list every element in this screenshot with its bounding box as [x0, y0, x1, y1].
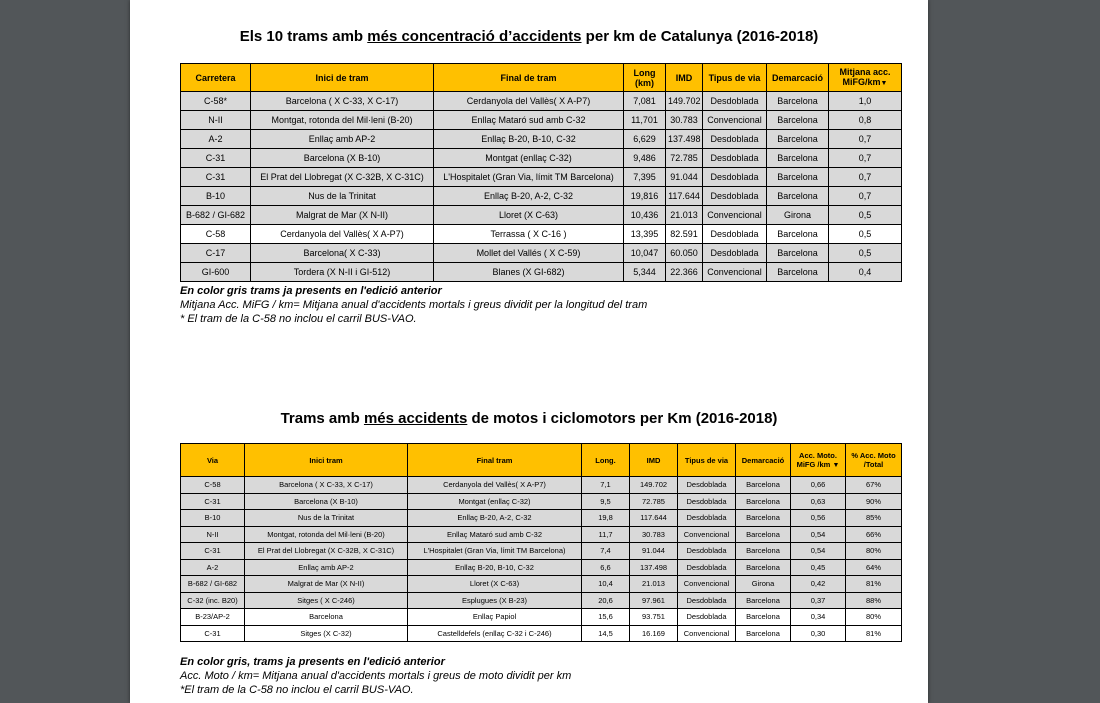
table-cell: 90% — [846, 493, 902, 510]
table-cell: Barcelona (X B-10) — [251, 149, 434, 168]
table-cell: Desdoblada — [678, 592, 736, 609]
table-cell: 0,63 — [791, 493, 846, 510]
table-cell: Convencional — [678, 526, 736, 543]
table-cell: Barcelona — [245, 609, 408, 626]
table-cell: C-58* — [181, 92, 251, 111]
table-cell: El Prat del Llobregat (X C-32B, X C-31C) — [251, 168, 434, 187]
table-row — [181, 187, 902, 206]
table-cell: 137.498 — [666, 130, 703, 149]
table-cell: Terrassa ( X C-16 ) — [434, 225, 624, 244]
table-cell: Desdoblada — [703, 92, 767, 111]
table-cell: C-32 (inc. B20) — [181, 592, 245, 609]
table-cell: Barcelona — [736, 559, 791, 576]
table-cell: Barcelona — [736, 493, 791, 510]
table-cell: 16.169 — [630, 625, 678, 642]
table-cell: A-2 — [181, 559, 245, 576]
table-cell: C-58 — [181, 477, 245, 494]
table-cell: 0,66 — [791, 477, 846, 494]
table-cell: 11,701 — [624, 111, 666, 130]
table-cell: 137.498 — [630, 559, 678, 576]
table-cell: 80% — [846, 543, 902, 560]
table1-note-c58: * El tram de la C-58 no inclou el carril BUS-VAO. — [180, 313, 417, 325]
table2-header-long: Long. — [582, 444, 630, 477]
table1-header-mitjana[interactable]: Mitjana acc. MiFG/km▼ — [829, 64, 902, 92]
table-cell: Montgat (enllaç C-32) — [408, 493, 582, 510]
sort-arrow-icon[interactable]: ▼ — [880, 79, 888, 87]
table-row — [181, 149, 902, 168]
table-cell: 82.591 — [666, 225, 703, 244]
table-cell: C-31 — [181, 168, 251, 187]
document-page — [130, 0, 928, 703]
table-cell: 60.050 — [666, 244, 703, 263]
table-cell: 6,629 — [624, 130, 666, 149]
table-cell: 81% — [846, 576, 902, 593]
table-cell: 15,6 — [582, 609, 630, 626]
table-cell: Tordera (X N-II i GI-512) — [251, 263, 434, 282]
table-cell: Barcelona — [736, 543, 791, 560]
table-cell: Barcelona — [736, 477, 791, 494]
table-cell: Enllaç amb AP-2 — [245, 559, 408, 576]
table2-header-tipus: Tipus de via — [678, 444, 736, 477]
table2-header-acc-moto[interactable]: Acc. Moto. MiFG /km ▼ — [791, 444, 846, 477]
table-cell: 21.013 — [630, 576, 678, 593]
table-cell: C-17 — [181, 244, 251, 263]
table-cell: Desdoblada — [678, 559, 736, 576]
table-cell: Enllaç amb AP-2 — [251, 130, 434, 149]
table-row — [181, 493, 902, 510]
table-row — [181, 526, 902, 543]
table-row — [181, 592, 902, 609]
table1-note-definition: Mitjana Acc. MiFG / km= Mitjana anual d'accidents mortals i greus dividit per la longitud del tram — [180, 299, 648, 311]
table2-note-gray: En color gris, trams ja presents en l'edició anterior — [180, 656, 445, 668]
table-cell: Desdoblada — [678, 477, 736, 494]
table1-header-long: Long (km) — [624, 64, 666, 92]
table-cell: Desdoblada — [703, 130, 767, 149]
table-cell: 0,45 — [791, 559, 846, 576]
table-cell: El Prat del Llobregat (X C-32B, X C-31C) — [245, 543, 408, 560]
table-cell: 0,37 — [791, 592, 846, 609]
table-cell: 0,8 — [829, 111, 902, 130]
table1-header-tipus: Tipus de via — [703, 64, 767, 92]
table1-note-gray: En color gris trams ja presents en l'edició anterior — [180, 285, 442, 297]
table-cell: Barcelona — [736, 510, 791, 527]
table-cell: 0,4 — [829, 263, 902, 282]
table-cell: Blanes (X GI-682) — [434, 263, 624, 282]
table-cell: 1,0 — [829, 92, 902, 111]
table-row — [181, 625, 902, 642]
table-cell: N-II — [181, 111, 251, 130]
table-cell: Desdoblada — [678, 609, 736, 626]
table-cell: 66% — [846, 526, 902, 543]
table-cell: Sitges ( X C-246) — [245, 592, 408, 609]
table-cell: 0,30 — [791, 625, 846, 642]
table-cell: 0,54 — [791, 543, 846, 560]
table1-header-final: Final de tram — [434, 64, 624, 92]
table-cell: Desdoblada — [703, 244, 767, 263]
table2-note-c58: *El tram de la C-58 no inclou el carril BUS-VAO. — [180, 684, 414, 696]
table2-header-demarcacio: Demarcació — [736, 444, 791, 477]
table2-header-via: Via — [181, 444, 245, 477]
table-cell: Desdoblada — [703, 187, 767, 206]
table-cell: Enllaç B-20, A-2, C-32 — [434, 187, 624, 206]
table-cell: 6,6 — [582, 559, 630, 576]
table-row — [181, 130, 902, 149]
table-cell: 30.783 — [630, 526, 678, 543]
table-cell: 19,8 — [582, 510, 630, 527]
table-row — [181, 576, 902, 593]
table2-header-imd: IMD — [630, 444, 678, 477]
table-cell: Barcelona — [736, 625, 791, 642]
table-cell: A-2 — [181, 130, 251, 149]
table-row — [181, 168, 902, 187]
table-cell: Barcelona ( X C-33, X C-17) — [245, 477, 408, 494]
table-row — [181, 263, 902, 282]
table-cell: Convencional — [703, 263, 767, 282]
table-cell: 9,486 — [624, 149, 666, 168]
table-cell: Barcelona — [767, 168, 829, 187]
table-cell: 0,7 — [829, 168, 902, 187]
table1-notes — [180, 284, 880, 326]
table-cell: 7,081 — [624, 92, 666, 111]
table-cell: 10,436 — [624, 206, 666, 225]
table-cell: 88% — [846, 592, 902, 609]
table-cell: 80% — [846, 609, 902, 626]
table-cell: 64% — [846, 559, 902, 576]
table-cell: Enllaç B-20, A-2, C-32 — [408, 510, 582, 527]
table-cell: Enllaç Mataró sud amb C-32 — [408, 526, 582, 543]
table-cell: B-10 — [181, 510, 245, 527]
table-cell: 0,7 — [829, 187, 902, 206]
table-cell: B-10 — [181, 187, 251, 206]
table1-header-inici: Inici de tram — [251, 64, 434, 92]
table-cell: Montgat, rotonda del Mil·leni (B-20) — [251, 111, 434, 130]
table-cell: 11,7 — [582, 526, 630, 543]
table-cell: Mollet del Vallés ( X C-59) — [434, 244, 624, 263]
table-cell: 97.961 — [630, 592, 678, 609]
table-row — [181, 510, 902, 527]
table-cell: Cerdanyola del Vallès( X A-P7) — [434, 92, 624, 111]
table1-header-row — [181, 64, 902, 92]
table2 — [180, 443, 902, 642]
table-cell: 20,6 — [582, 592, 630, 609]
table-cell: Convencional — [703, 111, 767, 130]
table-cell: 149.702 — [630, 477, 678, 494]
table-cell: Barcelona ( X C-33, X C-17) — [251, 92, 434, 111]
table-cell: 0,42 — [791, 576, 846, 593]
table-cell: C-31 — [181, 625, 245, 642]
table-cell: Barcelona — [736, 609, 791, 626]
table-cell: 149.702 — [666, 92, 703, 111]
table-cell: Enllaç Papiol — [408, 609, 582, 626]
table-cell: 91.044 — [666, 168, 703, 187]
table-cell: GI-600 — [181, 263, 251, 282]
table-cell: C-31 — [181, 543, 245, 560]
table-cell: 13,395 — [624, 225, 666, 244]
table-cell: Barcelona — [767, 92, 829, 111]
table-cell: Desdoblada — [678, 543, 736, 560]
table-cell: 0,56 — [791, 510, 846, 527]
table-cell: Desdoblada — [678, 510, 736, 527]
table-cell: Barcelona( X C-33) — [251, 244, 434, 263]
table-cell: Castelldefels (enllaç C-32 i C-246) — [408, 625, 582, 642]
table-cell: 0,5 — [829, 244, 902, 263]
table-cell: Desdoblada — [678, 493, 736, 510]
table-cell: 14,5 — [582, 625, 630, 642]
table-cell: L'Hospitalet (Gran Via, límit TM Barcelona) — [434, 168, 624, 187]
table-row — [181, 609, 902, 626]
table-cell: Enllaç B-20, B-10, C-32 — [434, 130, 624, 149]
table-cell: 7,395 — [624, 168, 666, 187]
table-cell: Barcelona (X B-10) — [245, 493, 408, 510]
table-cell: Esplugues (X B-23) — [408, 592, 582, 609]
table-cell: N-II — [181, 526, 245, 543]
table-cell: 117.644 — [630, 510, 678, 527]
table1 — [180, 63, 902, 282]
table-cell: Malgrat de Mar (X N-II) — [251, 206, 434, 225]
table-cell: 81% — [846, 625, 902, 642]
table-cell: Convencional — [703, 206, 767, 225]
table-cell: Enllaç Mataró sud amb C-32 — [434, 111, 624, 130]
table-row — [181, 244, 902, 263]
table-cell: Nus de la Trinitat — [245, 510, 408, 527]
table-cell: Barcelona — [767, 244, 829, 263]
table-cell: 5,344 — [624, 263, 666, 282]
table2-note-definition: Acc. Moto / km= Mitjana anual d'accidents mortals i greus de moto dividit per km — [180, 670, 572, 682]
table-cell: Convencional — [678, 625, 736, 642]
table-row — [181, 543, 902, 560]
table-cell: 0,34 — [791, 609, 846, 626]
table-cell: 0,5 — [829, 206, 902, 225]
table-cell: 7,1 — [582, 477, 630, 494]
table-cell: Cerdanyola del Vallès( X A-P7) — [408, 477, 582, 494]
table-cell: 93.751 — [630, 609, 678, 626]
table-cell: Montgat, rotonda del Mil·leni (B-20) — [245, 526, 408, 543]
table-cell: 19,816 — [624, 187, 666, 206]
table-cell: 72.785 — [630, 493, 678, 510]
table-cell: 0,5 — [829, 225, 902, 244]
table-cell: Enllaç B-20, B-10, C-32 — [408, 559, 582, 576]
sort-arrow-icon[interactable]: ▼ — [832, 461, 840, 469]
table-cell: Barcelona — [767, 149, 829, 168]
table-cell: 72.785 — [666, 149, 703, 168]
table-cell: C-31 — [181, 149, 251, 168]
table-cell: 0,54 — [791, 526, 846, 543]
table-cell: 22.366 — [666, 263, 703, 282]
table-cell: Girona — [736, 576, 791, 593]
table-cell: Lloret (X C-63) — [408, 576, 582, 593]
table-cell: Barcelona — [736, 592, 791, 609]
table-cell: C-58 — [181, 225, 251, 244]
table-cell: 7,4 — [582, 543, 630, 560]
table1-title: Els 10 trams amb més concentració d’accidents per km de Catalunya (2016-2018) — [239, 28, 819, 45]
table-cell: Nus de la Trinitat — [251, 187, 434, 206]
table-cell: 10,4 — [582, 576, 630, 593]
table2-header-inici: Inici tram — [245, 444, 408, 477]
table-cell: L'Hospitalet (Gran Via, límit TM Barcelona) — [408, 543, 582, 560]
table-cell: 0,7 — [829, 130, 902, 149]
table-cell: B-23/AP-2 — [181, 609, 245, 626]
table-row — [181, 111, 902, 130]
table-cell: B-682 / GI-682 — [181, 576, 245, 593]
table-cell: C-31 — [181, 493, 245, 510]
table-row — [181, 477, 902, 494]
table2-header-row — [181, 444, 902, 477]
table2-title: Trams amb més accidents de motos i ciclomotors per Km (2016-2018) — [280, 410, 778, 427]
table-cell: Desdoblada — [703, 168, 767, 187]
table1-header-imd: IMD — [666, 64, 703, 92]
table-cell: 30.783 — [666, 111, 703, 130]
table-cell: Girona — [767, 206, 829, 225]
table-row — [181, 225, 902, 244]
table-cell: Barcelona — [767, 187, 829, 206]
table1-header-carretera: Carretera — [181, 64, 251, 92]
table-cell: Malgrat de Mar (X N-II) — [245, 576, 408, 593]
table-cell: Montgat (enllaç C-32) — [434, 149, 624, 168]
table-row — [181, 559, 902, 576]
table-cell: Barcelona — [767, 130, 829, 149]
table-cell: Barcelona — [767, 225, 829, 244]
table-cell: B-682 / GI-682 — [181, 206, 251, 225]
table-cell: 21.013 — [666, 206, 703, 225]
table-cell: Convencional — [678, 576, 736, 593]
table-cell: Sitges (X C-32) — [245, 625, 408, 642]
table-cell: 10,047 — [624, 244, 666, 263]
table-cell: 9,5 — [582, 493, 630, 510]
table-cell: Cerdanyola del Vallès( X A-P7) — [251, 225, 434, 244]
table-cell: Barcelona — [736, 526, 791, 543]
table-cell: Barcelona — [767, 111, 829, 130]
table-cell: Desdoblada — [703, 225, 767, 244]
table-row — [181, 206, 902, 225]
table-cell: 117.644 — [666, 187, 703, 206]
table2-header-final: Final tram — [408, 444, 582, 477]
table-cell: Barcelona — [767, 263, 829, 282]
table-cell: 85% — [846, 510, 902, 527]
table1-header-demarcacio: Demarcació — [767, 64, 829, 92]
table-cell: Desdoblada — [703, 149, 767, 168]
table-cell: 0,7 — [829, 149, 902, 168]
table2-notes — [180, 655, 880, 697]
table-cell: 67% — [846, 477, 902, 494]
table2-header-pct: % Acc. Moto /Total — [846, 444, 902, 477]
table-cell: Lloret (X C-63) — [434, 206, 624, 225]
table-row — [181, 92, 902, 111]
table-cell: 91.044 — [630, 543, 678, 560]
